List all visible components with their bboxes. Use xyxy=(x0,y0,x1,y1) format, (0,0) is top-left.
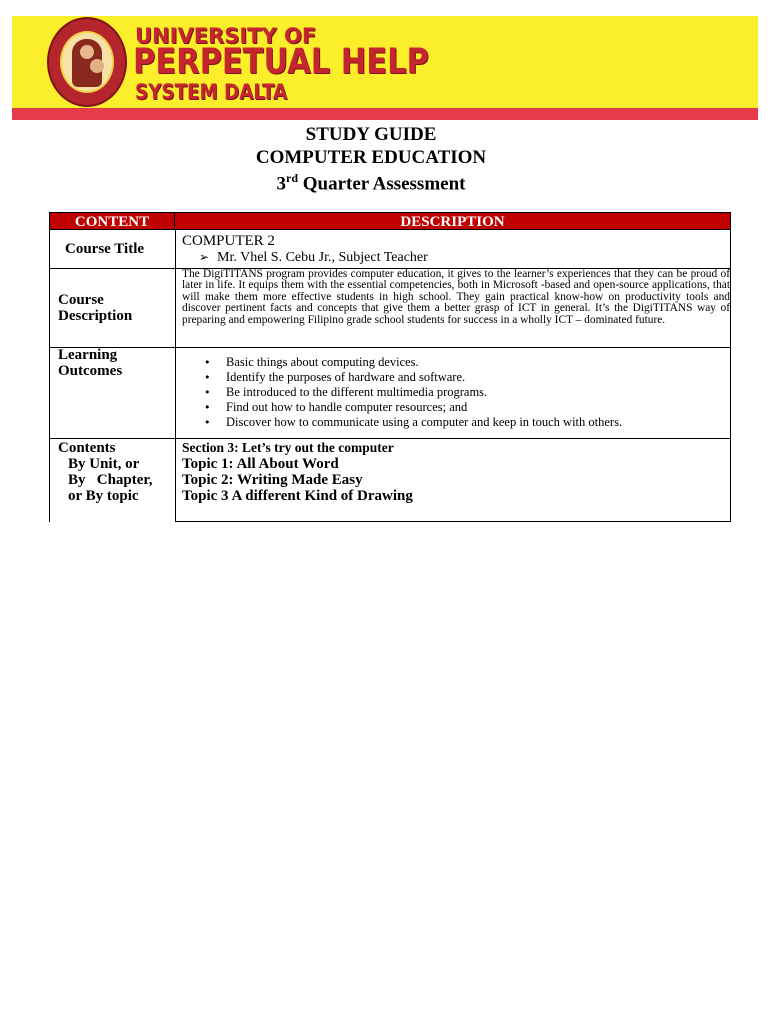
study-guide-table xyxy=(49,212,731,522)
doc-quarter xyxy=(0,171,742,195)
row-divider-2 xyxy=(49,347,731,348)
university-name-line1: UNIVERSITY OF xyxy=(135,24,317,48)
learning-outcomes-label-2: Outcomes xyxy=(58,363,123,379)
learning-outcomes-list xyxy=(204,355,724,430)
seal-face xyxy=(80,45,94,59)
course-description-label-1: Course xyxy=(58,292,104,308)
topic-item: Topic 3 A different Kind of Drawing xyxy=(182,488,413,504)
course-title-value: COMPUTER 2 xyxy=(182,233,275,249)
contents-label-line: Contents xyxy=(58,440,116,456)
learning-outcomes-label-1: Learning xyxy=(58,347,118,363)
quarter-text: Quarter Assessment xyxy=(298,173,466,195)
table-border-left xyxy=(49,230,50,522)
university-seal-icon xyxy=(47,17,127,107)
list-item: • Discover how to communicate using a computer and keep in touch with others. xyxy=(204,415,724,430)
seal-child xyxy=(90,59,104,73)
course-description-text: The DigiTITANS program provides computer education, it gives to the learner’s experiences that they can be proud of later in life. It equips them with the essential competencies, both in Microsoft -based and open-source applications, that will make them more effective students in high school. They gain practical know-how on productivity tools and discover pertinent facts and concepts that give them a better grasp of ICT in general. It’s the DigiTITANS way of preparing and empowering Filipino grade school students for success in a wholly ICT – dominated future. xyxy=(182,268,730,326)
arrow-bullet-icon: ➢ xyxy=(199,250,210,264)
quarter-suffix: rd xyxy=(286,171,299,185)
teacher-line xyxy=(199,250,428,265)
topic-item: Topic 1: All About Word xyxy=(182,456,339,472)
header-stripe xyxy=(12,108,758,120)
contents-label-line: or By topic xyxy=(68,488,139,504)
doc-title: STUDY GUIDE xyxy=(305,124,437,145)
list-item: • Identify the purposes of hardware and software. xyxy=(204,370,724,385)
quarter-number: 3 xyxy=(276,173,287,195)
contents-label xyxy=(58,440,152,504)
list-item: • Be introduced to the different multimedia programs. xyxy=(204,385,724,400)
table-divider-vertical xyxy=(175,230,176,522)
contents-label-line: By Unit, or xyxy=(68,456,140,472)
university-name-line3: SYSTEM DALTA xyxy=(135,80,288,104)
table-border-right xyxy=(730,230,731,522)
section-heading: Section 3: Let’s try out the computer xyxy=(182,440,394,455)
contents-list xyxy=(182,440,722,504)
university-name-line2: PERPETUAL HELP xyxy=(133,42,429,82)
course-title-label: Course Title xyxy=(65,241,145,257)
col-header-content: CONTENT xyxy=(49,212,175,230)
seal-inner xyxy=(60,31,114,93)
list-item: • Find out how to handle computer resources; and xyxy=(204,400,724,415)
doc-subtitle: COMPUTER EDUCATION xyxy=(255,147,487,168)
row-divider-3 xyxy=(49,438,731,439)
list-item: • Basic things about computing devices. xyxy=(204,355,724,370)
table-border-bottom xyxy=(175,521,731,522)
topic-item: Topic 2: Writing Made Easy xyxy=(182,472,363,488)
course-description-label-2: Description xyxy=(58,308,133,324)
teacher-name: Mr. Vhel S. Cebu Jr., Subject Teacher xyxy=(217,250,428,265)
contents-label-line: By Chapter, xyxy=(68,472,153,488)
col-header-description: DESCRIPTION xyxy=(175,212,731,230)
